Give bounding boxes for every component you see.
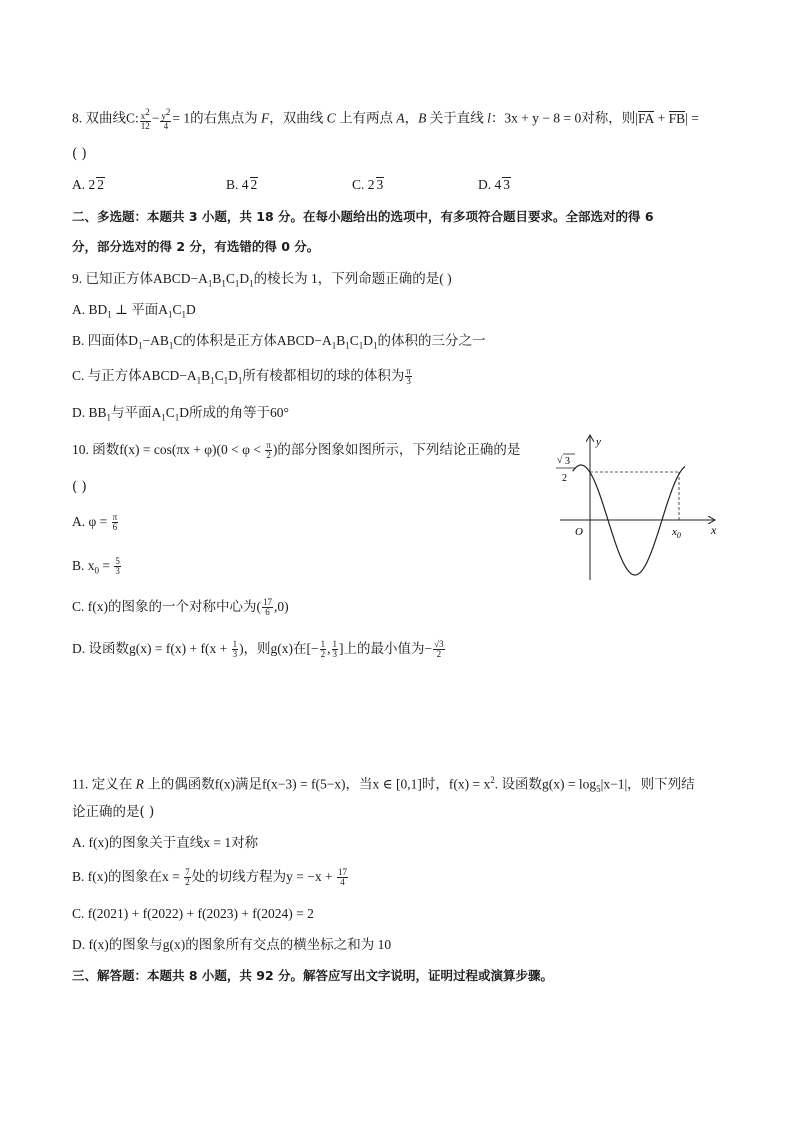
q8-option-a: A. 2 2 bbox=[72, 177, 104, 192]
q9-option-b: B. 四面体$D_1-AB_1C$的体积是正方体$ABCD-A_1B_1C_1D_1$的体积的三分之一 bbox=[72, 333, 486, 351]
q8-stem: 8. 双曲线C: $\frac{x^2}{12}$ − $\frac{y^2}{4}$ = 1的右焦点为 F，双曲线 C 上有两点 A，B 关于直线 l：3x + y − 8 = 0对称，则|FA + FB| = bbox=[72, 107, 699, 131]
q10-function-graph bbox=[548, 432, 724, 582]
q9-option-d: D. $BB_1$与平面$A_1C_1D$所成的角等于60° bbox=[72, 405, 289, 423]
svg-text:√: √ bbox=[557, 455, 563, 466]
y-axis-label: y bbox=[596, 436, 601, 448]
section-2-header-cont: 分，部分选对的得 2 分，有选错的得 0 分。 bbox=[72, 239, 320, 254]
q9-option-a: A. $BD_1$ ⊥ 平面$A_1C_1D$ bbox=[72, 302, 196, 320]
y-mark-label bbox=[556, 454, 576, 484]
q9-stem: 9. 已知正方体$ABCD-A_1B_1C_1D_1$的棱长为 1，下列命题正确的是( ) bbox=[72, 271, 452, 289]
q11-stem-cont: 论正确的是( ) bbox=[72, 804, 155, 820]
q11-option-c: C. f(2021) + f(2022) + f(2023) + f(2024) = 2 bbox=[72, 906, 314, 921]
q10-option-d: D. 设函数g(x) = f(x) + f(x + $\frac{1}{3}$ )，则g(x)在[− $\frac{1}{2}$ , $\frac{1}{3}$ ]上的最小值为− $\frac{√3}{2}$ bbox=[72, 639, 444, 660]
q11-option-d: D. f(x)的图象与g(x)的图象所有交点的横坐标之和为 10 bbox=[72, 937, 392, 952]
q9-option-c: C. 与正方体$ABCD-A_1B_1C_1D_1$所有棱都相切的球的体积为 $\frac{\pi}{3}$ bbox=[72, 366, 411, 387]
q10-stem: 10. 函数f(x) = cos(πx + φ)(0 < φ < $\frac{\pi}{2}$ )的部分图象如图所示，下列结论正确的是 bbox=[72, 440, 521, 461]
q8-option-b: B. 4 2 bbox=[226, 177, 258, 192]
q10-paren: ( ) bbox=[72, 479, 87, 495]
svg-text:3: 3 bbox=[565, 456, 570, 467]
q10-option-b: B. $x_0$ = $\frac{5}{3}$ bbox=[72, 556, 120, 577]
q11-stem: 11. 定义在 R 上的偶函数f(x)满足f(x−3) = f(5−x)，当x ∈ [0,1]时，$f(x) = x^2$. 设函数$g(x) = \log_5|x-1|$，则下列结 bbox=[72, 775, 695, 795]
q11-option-b: B. f(x)的图象在x = $\frac{7}{2}$ 处的切线方程为y = −x + $\frac{17}{4}$ bbox=[72, 867, 347, 888]
x-axis-label: x bbox=[711, 523, 717, 537]
origin-label: O bbox=[575, 526, 583, 538]
q8-paren: ( ) bbox=[72, 146, 87, 162]
svg-text:2: 2 bbox=[562, 473, 567, 484]
section-3-header: 三、解答题：本题共 8 小题，共 92 分。解答应写出文字说明，证明过程或演算步骤。 bbox=[72, 968, 554, 983]
x0-label: $x_0$ bbox=[672, 526, 681, 540]
q10-option-c: C. f(x)的图象的一个对称中心为( $\frac{17}{6}$ ,0) bbox=[72, 597, 289, 618]
q10-option-a: A. φ = $\frac{\pi}{6}$ bbox=[72, 512, 118, 533]
q8-option-d: D. 4 3 bbox=[478, 177, 510, 192]
section-2-header: 二、多选题：本题共 3 小题，共 18 分。在每小题给出的选项中，有多项符合题目要求。全部选对的得 6 bbox=[72, 209, 654, 224]
q11-option-a: A. f(x)的图象关于直线x = 1对称 bbox=[72, 835, 259, 850]
q8-option-c: C. 2 3 bbox=[352, 177, 384, 192]
